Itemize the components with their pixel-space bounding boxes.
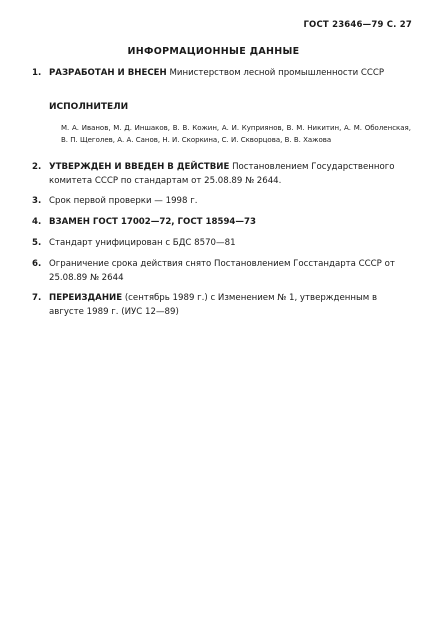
item-label: ВЗАМЕН ГОСТ 17002—72, ГОСТ 18594—73 [49,217,256,227]
item-number: 6. [32,259,42,269]
item-label: ПЕРЕИЗДАНИЕ [49,293,123,303]
performers-heading: ИСПОЛНИТЕЛИ [49,102,129,112]
page-title: ИНФОРМАЦИОННЫЕ ДАННЫЕ [127,46,300,57]
item-number: 3. [32,196,42,206]
info-item-3 [32,194,412,208]
info-item-6 [32,257,412,285]
performers-list: М. А. Иванов, М. Д. Иншаков, В. В. Кожин, А. И. Куприянов, В. М. Никитин, А. М. Оболенская, В. П. Щеголев, А. А. Санов, Н. И. Скоркина, С. И. Скворцова, В. В. Хажова [61,124,411,144]
item-body: Постановлением Государственного комитета СССР по стандартам от 25.08.89 № 2644. [49,162,395,186]
item-body: (сентябрь 1989 г.) с Изменением № 1, утвержденным в августе 1989 г. (ИУС 12—89) [49,293,378,317]
item-body: Стандарт унифицирован с БДС 8570—81 [49,238,236,248]
item-number: 2. [32,162,42,172]
item-text [49,291,412,319]
item-number: 1. [32,68,42,78]
item-text [49,160,412,188]
item-number: 7. [32,293,42,303]
item-label: УТВЕРЖДЕН И ВВЕДЕН В ДЕЙСТВИЕ [49,162,230,172]
item-text [49,257,412,285]
item-text [49,215,412,229]
info-item-1 [32,66,412,80]
page-header-ref: ГОСТ 23646—79 С. 27 [303,20,412,30]
item-body: Министерством лесной промышленности СССР [166,68,385,78]
item-text [49,236,412,250]
item-label: РАЗРАБОТАН И ВНЕСЕН [49,68,167,78]
item-body: Ограничение срока действия снято Постановлением Госстандарта СССР от 25.08.89 № 2644 [49,259,395,283]
item-body: Срок первой проверки — 1998 г. [49,196,198,206]
item-number: 5. [32,238,42,248]
item-text [49,66,412,80]
info-item-4 [32,215,412,229]
item-number: 4. [32,217,42,227]
info-item-5 [32,236,412,250]
item-text [49,194,412,208]
info-item-2 [32,160,412,188]
info-item-7 [32,291,412,319]
